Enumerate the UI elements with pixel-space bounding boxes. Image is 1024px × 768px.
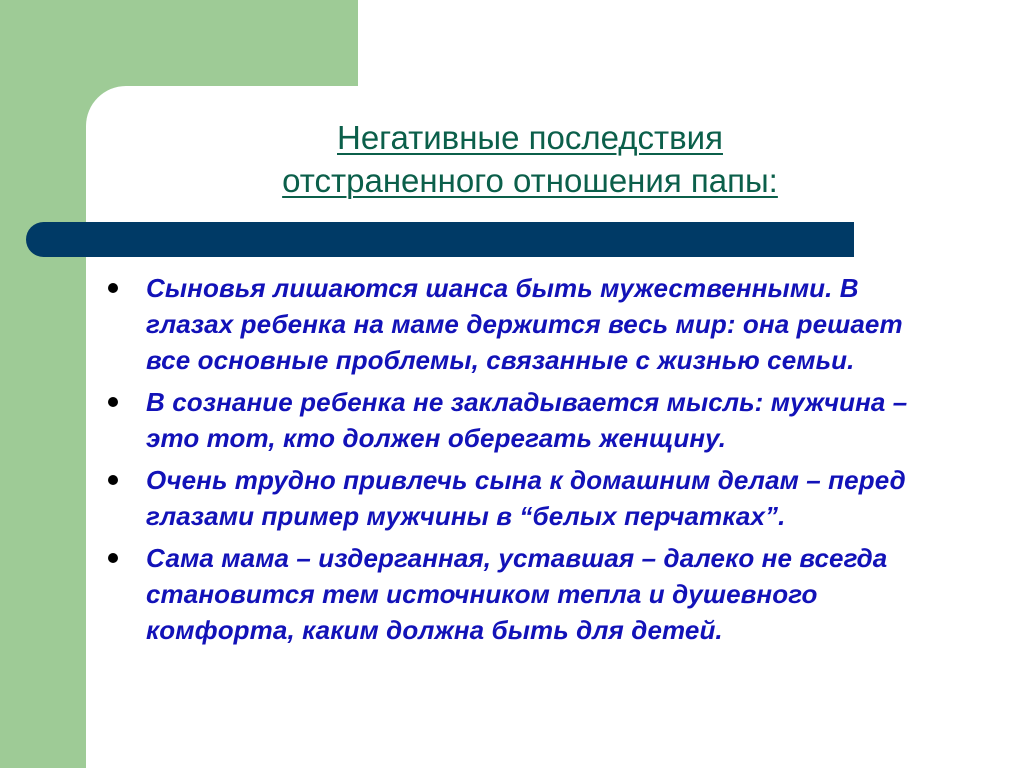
bullet-item xyxy=(102,540,932,648)
decorative-bar xyxy=(26,222,854,257)
slide-title-line-1: Негативные последствия xyxy=(337,119,723,156)
bullet-text: Сама мама – издерганная, уставшая – далеко не всегда становится тем источником тепла и душевного комфорта, каким должна быть для детей. xyxy=(146,543,888,645)
slide-title-line-2: отстраненного отношения папы: xyxy=(282,162,778,199)
bullet-text: Очень трудно привлечь сына к домашним делам – перед глазами пример мужчины в “белых перчатках”. xyxy=(146,465,906,531)
slide-title xyxy=(180,116,880,202)
bullet-text: Сыновья лишаются шанса быть мужественными. В глазах ребенка на маме держится весь мир: она решает все основные проблемы, связанные с жизнью семьи. xyxy=(146,273,903,375)
bullet-item xyxy=(102,462,932,534)
bullet-dot-icon xyxy=(108,553,118,563)
bullet-item xyxy=(102,384,932,456)
bullet-item xyxy=(102,270,932,378)
bullet-list xyxy=(102,270,932,654)
bullet-dot-icon xyxy=(108,283,118,293)
bullet-text: В сознание ребенка не закладывается мысль: мужчина – это тот, кто должен оберегать женщину. xyxy=(146,387,908,453)
bullet-dot-icon xyxy=(108,397,118,407)
bullet-dot-icon xyxy=(108,475,118,485)
